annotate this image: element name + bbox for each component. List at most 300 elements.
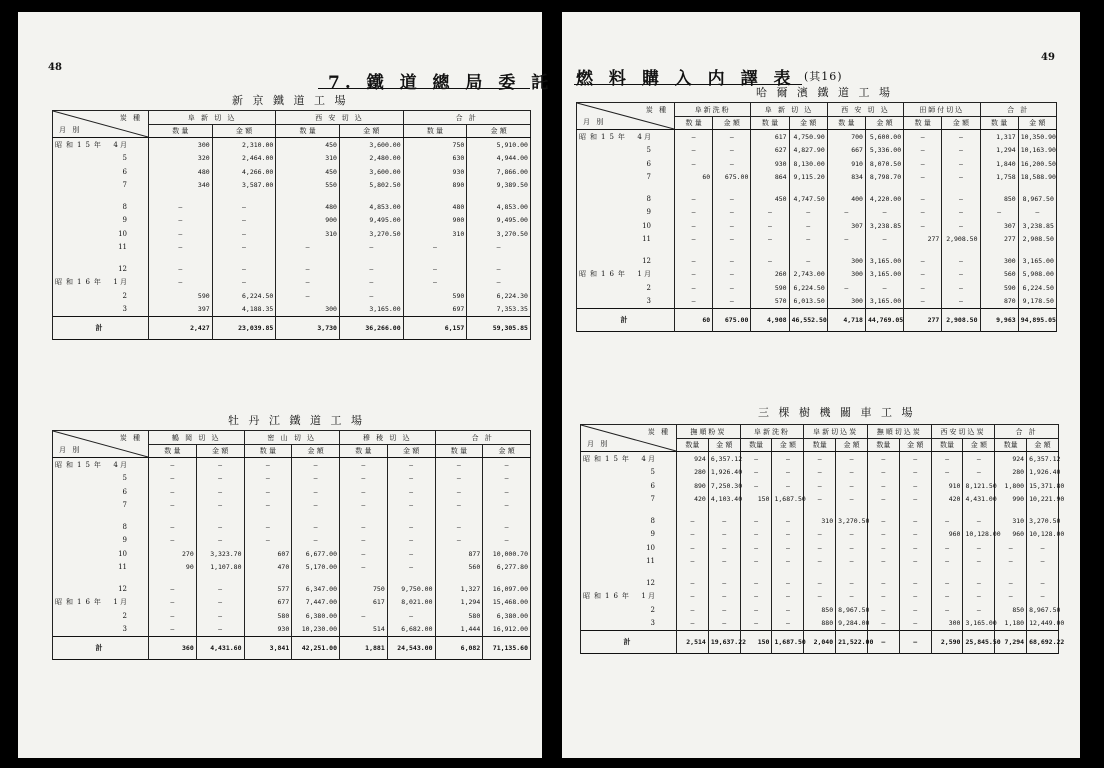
quantity-cell: 550 xyxy=(276,179,340,193)
amount-cell: — xyxy=(772,590,804,604)
amount-cell: — xyxy=(713,268,751,282)
table-row xyxy=(53,520,531,534)
quantity-cell: 900 xyxy=(403,214,467,228)
row-label xyxy=(53,623,149,637)
quantity-cell: — xyxy=(244,472,292,486)
row-label xyxy=(53,499,149,513)
quantity-header: 数量 xyxy=(677,439,709,452)
row-label xyxy=(53,214,149,228)
spacer-cell xyxy=(931,568,963,576)
quantity-cell: 300 xyxy=(827,295,865,309)
row-label xyxy=(581,617,677,631)
spacer-cell xyxy=(865,246,903,254)
quantity-cell: 890 xyxy=(403,179,467,193)
column-group-header: 阜新洗粉 xyxy=(740,425,804,439)
table-row xyxy=(53,200,531,214)
quantity-cell: 300 xyxy=(931,617,963,631)
quantity-cell: — xyxy=(867,479,899,493)
table-row xyxy=(53,165,531,179)
quantity-cell: — xyxy=(740,541,772,555)
quantity-cell: — xyxy=(403,262,467,276)
quantity-header: 数 量 xyxy=(340,445,388,458)
table-title: 新 京 鐵 道 工 場 xyxy=(232,94,349,107)
quantity-header: 数 量 xyxy=(244,445,292,458)
amount-cell: — xyxy=(292,499,340,513)
spacer-cell xyxy=(149,512,197,520)
total-row xyxy=(53,317,531,340)
amount-cell: — xyxy=(292,485,340,499)
section-note: (其16) xyxy=(804,70,843,83)
amount-cell: 2,480.00 xyxy=(339,152,403,166)
amount-cell: — xyxy=(708,617,740,631)
row-label xyxy=(577,144,675,158)
quantity-cell: — xyxy=(149,499,197,513)
quantity-cell: — xyxy=(751,219,789,233)
quantity-cell: 1,758 xyxy=(980,171,1018,185)
amount-cell: 6,224.50 xyxy=(212,289,276,303)
amount-cell: 8,798.70 xyxy=(865,171,903,185)
amount-cell: — xyxy=(963,466,995,480)
row-label xyxy=(577,281,675,295)
spacer-row xyxy=(53,512,531,520)
spacer-cell xyxy=(292,574,340,582)
amount-cell: — xyxy=(836,541,868,555)
quantity-cell: 300 xyxy=(827,268,865,282)
row-month: 7 xyxy=(122,501,127,510)
quantity-cell: 277 xyxy=(904,233,942,247)
spacer-cell xyxy=(483,574,531,582)
amount-cell: — xyxy=(387,485,435,499)
amount-cell: — xyxy=(789,206,827,220)
table-row xyxy=(53,547,531,561)
quantity-cell: — xyxy=(677,514,709,528)
quantity-cell: 310 xyxy=(804,514,836,528)
table-row xyxy=(577,233,1057,247)
quantity-cell: — xyxy=(740,576,772,590)
spacer-cell xyxy=(942,246,980,254)
amount-cell: 4,747.50 xyxy=(789,192,827,206)
amount-cell: — xyxy=(339,241,403,255)
amount-cell: 3,270.50 xyxy=(836,514,868,528)
quantity-cell: — xyxy=(675,157,713,171)
row-month: 7 xyxy=(650,495,655,504)
quantity-cell: 750 xyxy=(403,138,467,152)
quantity-cell: — xyxy=(904,219,942,233)
section-title: 7. 鐵 道 總 局 委 託 xyxy=(328,73,554,93)
spacer-cell xyxy=(244,574,292,582)
spacer-cell xyxy=(963,506,995,514)
quantity-cell: 960 xyxy=(995,528,1027,542)
row-label xyxy=(53,472,149,486)
amount-cell: — xyxy=(865,206,903,220)
amount-cell: 5,908.00 xyxy=(1018,268,1056,282)
table-title: 三 棵 樹 機 關 車 工 場 xyxy=(758,406,916,419)
amount-cell: 3,270.50 xyxy=(339,227,403,241)
table-row xyxy=(53,152,531,166)
amount-cell: 8,967.50 xyxy=(1018,192,1056,206)
amount-cell: — xyxy=(789,233,827,247)
total-amount-cell: 71,135.60 xyxy=(483,637,531,660)
table-row xyxy=(53,262,531,276)
amount-cell: — xyxy=(713,281,751,295)
quantity-cell: 450 xyxy=(751,192,789,206)
total-label: 計 xyxy=(53,637,149,660)
amount-cell: 7,866.00 xyxy=(467,165,531,179)
amount-cell: — xyxy=(942,130,980,144)
row-label xyxy=(53,609,149,623)
quantity-cell: — xyxy=(276,262,340,276)
row-month: 9 xyxy=(122,536,127,545)
amount-cell: — xyxy=(483,499,531,513)
amount-cell: 7,250.30 xyxy=(708,479,740,493)
spacer-cell xyxy=(387,574,435,582)
table-row xyxy=(577,295,1057,309)
quantity-cell: — xyxy=(340,547,388,561)
spacer-cell xyxy=(467,254,531,262)
quantity-cell: — xyxy=(675,281,713,295)
amount-cell: — xyxy=(942,157,980,171)
quantity-cell: 300 xyxy=(827,254,865,268)
quantity-cell: — xyxy=(751,233,789,247)
row-label xyxy=(581,452,677,466)
quantity-cell: 590 xyxy=(403,289,467,303)
spacer-cell xyxy=(53,192,149,200)
amount-header: 金 額 xyxy=(467,125,531,138)
spacer-cell xyxy=(713,184,751,192)
amount-cell: — xyxy=(963,514,995,528)
amount-cell: — xyxy=(713,233,751,247)
quantity-cell: 630 xyxy=(403,152,467,166)
spacer-cell xyxy=(149,574,197,582)
row-label xyxy=(53,596,149,610)
quantity-header: 数 量 xyxy=(435,445,483,458)
amount-cell: — xyxy=(836,590,868,604)
amount-cell: — xyxy=(212,262,276,276)
amount-cell: — xyxy=(196,609,244,623)
amount-cell: 7,353.35 xyxy=(467,303,531,317)
spacer-cell xyxy=(340,574,388,582)
amount-cell: — xyxy=(196,623,244,637)
total-quantity-cell: 7,294 xyxy=(995,631,1027,654)
total-quantity-cell: 150 xyxy=(740,631,772,654)
quantity-header: 数量 xyxy=(804,439,836,452)
table-row xyxy=(53,303,531,317)
section-title-underline xyxy=(318,88,530,89)
quantity-cell: 890 xyxy=(677,479,709,493)
row-label xyxy=(581,479,677,493)
spacer-cell xyxy=(827,246,865,254)
column-group-header: 合 計 xyxy=(980,103,1056,117)
quantity-cell: — xyxy=(675,254,713,268)
amount-header: 金 額 xyxy=(196,445,244,458)
amount-cell: — xyxy=(772,555,804,569)
row-month: 5 xyxy=(122,154,127,163)
spacer-cell xyxy=(804,506,836,514)
quantity-cell: — xyxy=(867,576,899,590)
spacer-cell xyxy=(751,246,789,254)
quantity-cell: — xyxy=(804,555,836,569)
spacer-cell xyxy=(212,192,276,200)
quantity-cell: — xyxy=(804,479,836,493)
quantity-cell: — xyxy=(827,281,865,295)
total-quantity-cell: 4,718 xyxy=(827,309,865,332)
amount-cell: — xyxy=(292,472,340,486)
spacer-cell xyxy=(708,506,740,514)
row-month: 10 xyxy=(646,543,655,552)
quantity-cell: — xyxy=(804,493,836,507)
amount-cell: 3,270.50 xyxy=(1027,514,1059,528)
quantity-cell: — xyxy=(804,576,836,590)
row-month: 4 月 xyxy=(641,454,655,463)
total-row xyxy=(577,309,1057,332)
quantity-cell: — xyxy=(804,466,836,480)
amount-cell: 10,163.90 xyxy=(1018,144,1056,158)
quantity-cell: 850 xyxy=(980,192,1018,206)
table-row xyxy=(581,555,1059,569)
quantity-cell: — xyxy=(995,590,1027,604)
spacer-row xyxy=(53,192,531,200)
amount-cell: 10,128.00 xyxy=(1027,528,1059,542)
row-month: 2 xyxy=(122,291,127,300)
table-row xyxy=(577,192,1057,206)
amount-cell: — xyxy=(772,617,804,631)
row-month: 10 xyxy=(642,221,651,230)
quantity-header: 数 量 xyxy=(980,117,1018,130)
amount-cell: — xyxy=(196,472,244,486)
total-quantity-cell: 6,082 xyxy=(435,637,483,660)
total-amount-cell: — xyxy=(899,631,931,654)
row-label xyxy=(53,165,149,179)
amount-cell: 6,380.00 xyxy=(483,609,531,623)
quantity-cell: — xyxy=(435,499,483,513)
total-amount-cell: 42,251.00 xyxy=(292,637,340,660)
quantity-cell: — xyxy=(867,452,899,466)
spacer-cell xyxy=(827,184,865,192)
amount-cell: — xyxy=(772,452,804,466)
quantity-cell: 1,294 xyxy=(980,144,1018,158)
quantity-cell: 700 xyxy=(827,130,865,144)
row-label xyxy=(577,157,675,171)
amount-cell: 1,926.40 xyxy=(1027,466,1059,480)
amount-cell: — xyxy=(196,499,244,513)
quantity-cell: 260 xyxy=(751,268,789,282)
row-year: 昭和15年 xyxy=(55,140,105,149)
quantity-cell: — xyxy=(149,262,213,276)
amount-cell: — xyxy=(713,206,751,220)
table-title: 哈 爾 濱 鐵 道 工 場 xyxy=(756,86,893,99)
data-table xyxy=(580,424,1065,654)
amount-cell: — xyxy=(212,276,276,290)
quantity-cell: — xyxy=(340,609,388,623)
quantity-cell: 667 xyxy=(827,144,865,158)
quantity-cell: 277 xyxy=(980,233,1018,247)
table-row xyxy=(581,479,1059,493)
row-month: 2 xyxy=(122,611,127,620)
row-month: 3 xyxy=(650,619,655,628)
row-label xyxy=(53,138,149,152)
spacer-cell xyxy=(53,512,149,520)
quantity-cell: — xyxy=(149,534,197,548)
row-label xyxy=(581,493,677,507)
amount-cell: — xyxy=(212,227,276,241)
spacer-cell xyxy=(387,512,435,520)
table-row xyxy=(53,609,531,623)
table-row xyxy=(53,472,531,486)
spacer-cell xyxy=(865,184,903,192)
total-quantity-cell: 360 xyxy=(149,637,197,660)
quantity-cell: 450 xyxy=(276,138,340,152)
amount-cell: — xyxy=(387,499,435,513)
row-label xyxy=(577,254,675,268)
corner-header xyxy=(53,111,149,138)
row-label xyxy=(581,576,677,590)
amount-cell: 3,238.85 xyxy=(1018,219,1056,233)
quantity-cell: 1,840 xyxy=(980,157,1018,171)
spacer-cell xyxy=(867,568,899,576)
quantity-cell: 470 xyxy=(244,561,292,575)
row-label xyxy=(53,276,149,290)
spacer-cell xyxy=(675,184,713,192)
row-label xyxy=(581,466,677,480)
quantity-cell: — xyxy=(244,458,292,472)
column-group-header: 阜 新 切 込 xyxy=(149,111,276,125)
amount-header: 金 額 xyxy=(899,439,931,452)
row-month: 8 xyxy=(650,516,655,525)
amount-header: 金 額 xyxy=(772,439,804,452)
quantity-cell: — xyxy=(677,555,709,569)
row-month: 5 xyxy=(122,474,127,483)
spacer-cell xyxy=(772,506,804,514)
table-row xyxy=(577,219,1057,233)
quantity-cell: — xyxy=(675,206,713,220)
amount-cell: 6,347.00 xyxy=(292,582,340,596)
amount-cell: — xyxy=(772,479,804,493)
quantity-cell: 340 xyxy=(149,179,213,193)
row-label xyxy=(53,241,149,255)
row-month: 9 xyxy=(646,208,651,217)
amount-cell: 5,336.00 xyxy=(865,144,903,158)
amount-cell: 6,677.00 xyxy=(292,547,340,561)
amount-cell: — xyxy=(467,276,531,290)
spacer-cell xyxy=(276,192,340,200)
row-month: 10 xyxy=(118,549,127,558)
table-row xyxy=(53,499,531,513)
spacer-cell xyxy=(836,506,868,514)
table-row xyxy=(577,206,1057,220)
amount-cell: 9,178.50 xyxy=(1018,295,1056,309)
table-row xyxy=(581,590,1059,604)
quantity-cell: — xyxy=(904,192,942,206)
header-row xyxy=(577,103,1057,117)
row-label xyxy=(53,227,149,241)
row-label xyxy=(577,130,675,144)
row-month: 6 xyxy=(646,159,651,168)
total-amount-cell: 46,552.50 xyxy=(789,309,827,332)
quantity-cell: — xyxy=(740,514,772,528)
amount-cell: — xyxy=(1027,541,1059,555)
amount-cell: — xyxy=(772,576,804,590)
spacer-cell xyxy=(435,574,483,582)
row-month: 1 月 xyxy=(637,270,651,279)
total-amount-cell: 24,543.00 xyxy=(387,637,435,660)
amount-cell: 15,468.00 xyxy=(483,596,531,610)
amount-header: 金 額 xyxy=(865,117,903,130)
corner-top-label: 炭 種 xyxy=(647,428,670,436)
quantity-cell: — xyxy=(740,617,772,631)
amount-cell: — xyxy=(899,479,931,493)
amount-cell: 2,743.00 xyxy=(789,268,827,282)
amount-cell: — xyxy=(708,514,740,528)
amount-cell: 9,284.00 xyxy=(836,617,868,631)
amount-cell: — xyxy=(196,582,244,596)
total-quantity-cell: 60 xyxy=(675,309,713,332)
quantity-cell: 480 xyxy=(403,200,467,214)
amount-cell: — xyxy=(899,528,931,542)
amount-cell: — xyxy=(387,561,435,575)
amount-cell: — xyxy=(212,241,276,255)
quantity-cell: 310 xyxy=(403,227,467,241)
quantity-cell: — xyxy=(149,214,213,228)
amount-cell: 8,967.50 xyxy=(836,603,868,617)
total-amount-cell: 59,305.85 xyxy=(467,317,531,340)
quantity-cell: 577 xyxy=(244,582,292,596)
amount-cell: — xyxy=(942,219,980,233)
amount-cell: — xyxy=(708,590,740,604)
amount-cell: — xyxy=(899,590,931,604)
amount-cell: 8,121.50 xyxy=(963,479,995,493)
amount-cell: 3,165.00 xyxy=(963,617,995,631)
quantity-cell: — xyxy=(740,555,772,569)
amount-cell: 4,103.40 xyxy=(708,493,740,507)
header-row xyxy=(53,431,531,445)
quantity-cell: — xyxy=(677,590,709,604)
quantity-cell: — xyxy=(931,514,963,528)
row-month: 11 xyxy=(118,563,127,572)
quantity-cell: 570 xyxy=(751,295,789,309)
amount-cell: 8,967.50 xyxy=(1027,603,1059,617)
total-amount-cell: 23,039.85 xyxy=(212,317,276,340)
amount-cell: 3,165.00 xyxy=(339,303,403,317)
spacer-cell xyxy=(804,568,836,576)
quantity-cell: — xyxy=(149,200,213,214)
amount-cell: 2,464.00 xyxy=(212,152,276,166)
row-year: 昭和15年 xyxy=(579,132,629,141)
amount-cell: 10,230.00 xyxy=(292,623,340,637)
amount-cell: 7,447.00 xyxy=(292,596,340,610)
quantity-cell: — xyxy=(677,617,709,631)
amount-cell: 4,266.00 xyxy=(212,165,276,179)
quantity-cell: 930 xyxy=(751,157,789,171)
row-label xyxy=(53,485,149,499)
amount-cell: 3,165.00 xyxy=(865,254,903,268)
row-month: 6 xyxy=(122,167,127,176)
spacer-cell xyxy=(713,246,751,254)
row-year: 昭和16年 xyxy=(55,598,105,607)
amount-cell: 5,910.00 xyxy=(467,138,531,152)
amount-cell: 3,238.85 xyxy=(865,219,903,233)
amount-cell: — xyxy=(196,485,244,499)
quantity-cell: — xyxy=(149,472,197,486)
table-row xyxy=(53,227,531,241)
quantity-header: 数量 xyxy=(740,439,772,452)
quantity-cell: 1,800 xyxy=(995,479,1027,493)
spacer-row xyxy=(577,184,1057,192)
total-row xyxy=(53,637,531,660)
spacer-cell xyxy=(196,512,244,520)
quantity-cell: — xyxy=(149,276,213,290)
row-label xyxy=(577,219,675,233)
quantity-cell: — xyxy=(149,241,213,255)
